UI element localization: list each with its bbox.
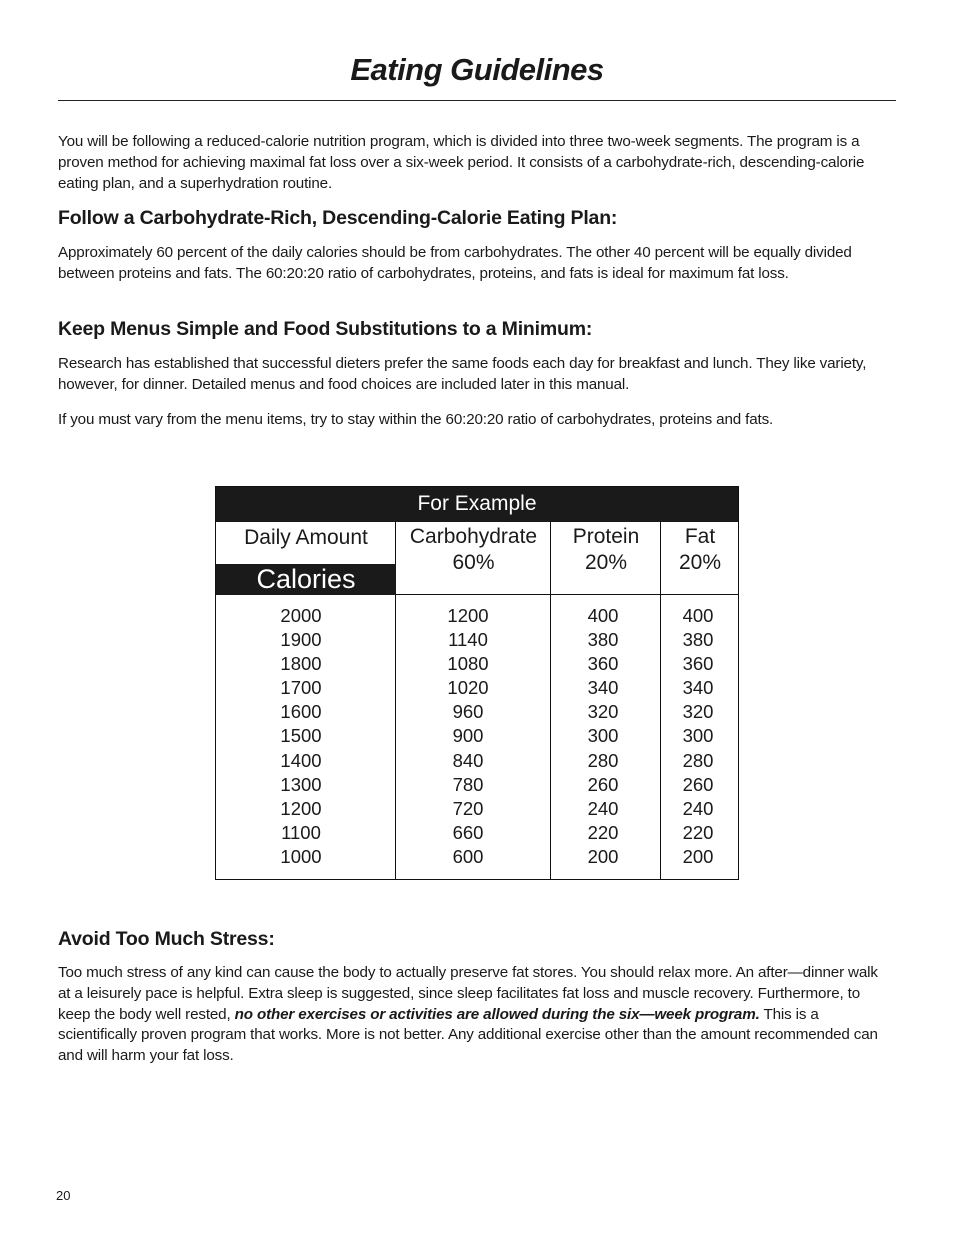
table-cell: 1200 bbox=[280, 797, 322, 819]
table-cell: 1500 bbox=[280, 725, 322, 747]
table-cell: 360 bbox=[587, 653, 619, 675]
section-heading-eating-plan: Follow a Carbohydrate-Rich, Descending-Calorie Eating Plan: bbox=[58, 207, 618, 229]
header-daily-amount: Daily Amount bbox=[244, 526, 368, 549]
header-protein-name: Protein bbox=[572, 525, 640, 548]
table-cell: 300 bbox=[682, 725, 714, 747]
table-cell: 1300 bbox=[280, 773, 322, 795]
table-cell: 360 bbox=[682, 653, 714, 675]
table-cell: 380 bbox=[587, 629, 619, 651]
table-cell: 1080 bbox=[447, 653, 489, 675]
protein-column bbox=[573, 604, 633, 869]
page-number: 20 bbox=[56, 1188, 71, 1203]
table-cell: 340 bbox=[587, 677, 619, 699]
page-title: Eating Guidelines bbox=[350, 52, 604, 87]
table-cell: 280 bbox=[587, 749, 619, 771]
table-cell: 200 bbox=[587, 845, 619, 867]
table-cell: 1100 bbox=[281, 821, 321, 843]
stress-text-end: This is a scientifically proven program that works. More is not better. Any additional exercise other than the amount recommended can and will harm your fat loss. bbox=[58, 1005, 878, 1065]
table-cell: 400 bbox=[682, 605, 714, 626]
menus-paragraph: Research has established that successful dieters prefer the same foods each day for breakfast and lunch. They like variety, however, for dinner. Detailed menus and food choices are included later in this manual. bbox=[58, 355, 867, 393]
table-cell: 200 bbox=[682, 845, 714, 867]
section-heading-menus: Keep Menus Simple and Food Substitutions to a Minimum: bbox=[58, 318, 593, 340]
table-cell: 600 bbox=[452, 845, 484, 867]
table-cell: 280 bbox=[682, 749, 714, 771]
ratio-paragraph: If you must vary from the menu items, try to stay within the 60:20:20 ratio of carbohydrates, proteins and fats. bbox=[58, 411, 774, 428]
table-cell: 260 bbox=[682, 773, 714, 795]
table-cell: 840 bbox=[452, 749, 484, 771]
title-divider bbox=[58, 100, 896, 101]
calorie-table bbox=[215, 486, 739, 880]
table-cell: 220 bbox=[682, 821, 714, 843]
table-cell: 1700 bbox=[280, 677, 322, 699]
header-fat-percent: 20% bbox=[678, 551, 722, 574]
header-protein bbox=[551, 524, 661, 576]
table-cell: 300 bbox=[587, 725, 619, 747]
stress-emphasis: no other exercises or activities are allowed during the six—week program. bbox=[234, 1005, 760, 1023]
section-heading-stress: Avoid Too Much Stress: bbox=[58, 928, 275, 950]
header-fat bbox=[661, 524, 739, 576]
table-cell: 960 bbox=[452, 701, 484, 723]
header-calories: Calories bbox=[216, 564, 396, 595]
table-cell: 320 bbox=[587, 701, 619, 723]
table-cell: 1020 bbox=[447, 677, 489, 699]
table-cell: 340 bbox=[682, 677, 714, 699]
stress-text: Too much stress of any kind can cause the body to actually preserve fat stores. You should relax more. An after—dinner walk at a leisurely pace is helpful. Extra sleep is suggested, since sleep facilitates fat loss and muscle recovery. Furthermore, to keep the body well rested, bbox=[58, 964, 878, 1023]
table-title: For Example bbox=[216, 487, 738, 522]
table-cell: 260 bbox=[587, 773, 619, 795]
eating-plan-paragraph: Approximately 60 percent of the daily calories should be from carbohydrates. The other 40 percent will be equally divided between proteins and fats. The 60:20:20 ratio of carbohydrates, proteins, and fats is ideal for maximum fat loss. bbox=[58, 244, 852, 282]
calories-column bbox=[271, 604, 331, 869]
table-cell: 1600 bbox=[280, 701, 322, 723]
table-cell: 240 bbox=[587, 797, 619, 819]
table-cell: 1000 bbox=[280, 845, 322, 867]
fat-column bbox=[668, 604, 728, 869]
table-cell: 1200 bbox=[447, 605, 489, 626]
stress-paragraph bbox=[58, 963, 888, 1067]
intro-paragraph: You will be following a reduced-calorie nutrition program, which is divided into three two-week segments. The program is a proven method for achieving maximal fat loss over a six-week period. It consists of a carbohydrate-rich, descending-calorie eating plan, and a superhydration routine. bbox=[58, 133, 865, 192]
carbohydrate-column bbox=[438, 604, 498, 869]
table-cell: 1800 bbox=[280, 653, 322, 675]
table-cell: 400 bbox=[587, 605, 619, 626]
table-cell: 1900 bbox=[280, 629, 322, 651]
table-cell: 2000 bbox=[280, 605, 322, 626]
table-cell: 660 bbox=[452, 821, 484, 843]
table-cell: 720 bbox=[452, 797, 484, 819]
header-carbohydrate-name: Carbohydrate bbox=[409, 525, 538, 548]
table-cell: 380 bbox=[682, 629, 714, 651]
table-cell: 320 bbox=[682, 701, 714, 723]
header-carbohydrate bbox=[396, 524, 551, 576]
table-cell: 220 bbox=[587, 821, 619, 843]
table-cell: 780 bbox=[452, 773, 484, 795]
table-cell: 900 bbox=[452, 725, 484, 747]
header-carbohydrate-percent: 60% bbox=[452, 551, 495, 574]
table-cell: 1400 bbox=[280, 749, 322, 771]
table-cell: 240 bbox=[682, 797, 714, 819]
table-cell: 1140 bbox=[448, 629, 488, 651]
header-fat-name: Fat bbox=[684, 525, 716, 548]
header-protein-percent: 20% bbox=[584, 551, 628, 574]
